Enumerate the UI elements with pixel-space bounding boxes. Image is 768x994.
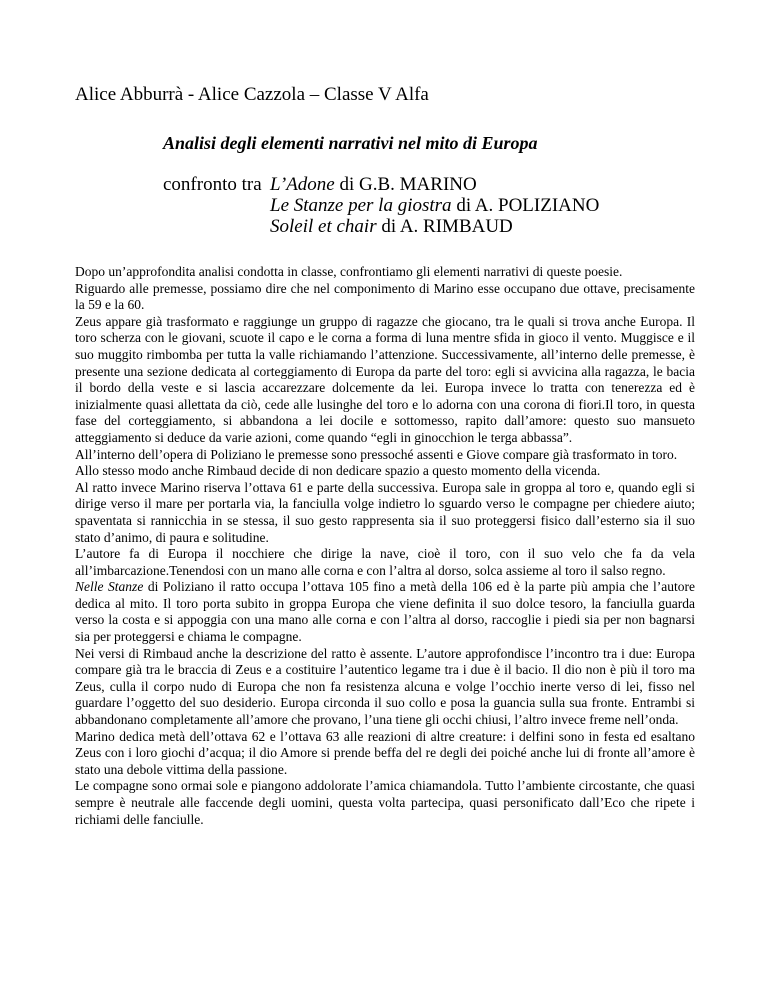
paragraph-stanze — [75, 579, 695, 645]
work-author: di G.B. MARINO — [334, 174, 477, 195]
authors-line: Alice Abburrà - Alice Cazzola – Classe V Alfa — [75, 84, 429, 105]
paragraph-rest: di Poliziano il ratto occupa l’ottava 105 fino a metà della 106 ed è la parte più ampia che l’autore dedica al mito. Il toro porta subito in groppa Europa che viene definita il suo dolce tesoro, la fanciulla guarda verso la costa e si appoggia con una mano alle corna e con l’altra al dorso, raccoglie i piedi sia per non bagnarsi sia per proteggersi e chiama le compagne. — [75, 579, 695, 645]
document-title: Analisi degli elementi narrativi nel mito di Europa — [163, 133, 538, 153]
paragraph: Zeus appare già trasformato e raggiunge un gruppo di ragazze che giocano, tra le quali si trova anche Europa. Il toro scherza con le giovani, scuote il capo e le corna a forma di luna mentre sfida in gioco il vento. Muggisce e il suo muggito rimbomba per tutta la valle richiamando l’attenzione. Successivamente, all’interno delle premesse, è presente una sezione dedicata al corteggiamento di Europa da parte del toro: egli si avvicina alla ragazza, le bacia il bordo della veste e si lascia accarezzare dolcemente da lei. Europa invece lo tratta con tenerezza ed è inizialmente quasi allettata da ciò, cede alle lusinghe del toro e lo adorna con una corona di fiori.Il toro, in questa fase del corteggiamento, si abbandona a lei docile e sottomesso, rapito dall’amore: questo suo mansueto atteggiamento si deduce da varie azioni, come quando “egli in ginocchion le terga abbassa”. — [75, 313, 695, 445]
work-title: L’Adone — [270, 174, 335, 195]
work-author: di A. POLIZIANO — [451, 195, 600, 216]
paragraph: Le compagne sono ormai sole e piangono addolorate l’amica chiamandola. Tutto l’ambiente circostante, che quasi sempre è neutrale alle faccende degli uomini, questa volta partecipa, quasi personificato dall’Eco che ripete i richiami delle fanciulle. — [75, 778, 695, 827]
paragraph: Dopo un’approfondita analisi condotta in classe, confrontiamo gli elementi narrativi di queste poesie. — [75, 264, 623, 279]
paragraph: Marino dedica metà dell’ottava 62 e l’ottava 63 alle reazioni di altre creature: i delfini sono in festa ed esaltano Zeus con i loro giochi d’acqua; il dio Amore si prende beffa del re degli dei poiché anche lui di fronte all’amore è stato una debole vittima della passione. — [75, 728, 695, 777]
work-author: di A. RIMBAUD — [376, 216, 513, 237]
paragraph: Al ratto invece Marino riserva l’ottava 61 e parte della successiva. Europa sale in groppa al toro e, quando egli si dirige verso il mare per portarla via, la fanciulla volge indietro lo sguardo verso le compagne per chiedere aiuto; spaventata si rannicchia in se stessa, il suo gesto rappresenta sia il suo proteggersi fisico dall’esterno sia il suo stato d’animo, di paura e solitudine. — [75, 479, 695, 545]
body-text — [75, 264, 695, 828]
paragraph: Riguardo alle premesse, possiamo dire che nel componimento di Marino esse occupano due ottave, precisamente la 59 e la 60. — [75, 280, 695, 313]
comparison-label: confronto tra — [163, 174, 262, 195]
paragraph: L’autore fa di Europa il nocchiere che dirige la nave, cioè il toro, con il suo velo che fa da vela all’imbarcazione.Tenendosi con un mano alle corna e con l’altra al dorso, solca assieme al toro il salso regno. — [75, 546, 695, 578]
paragraph: All’interno dell’opera di Poliziano le premesse sono pressoché assenti e Giove compare già trasformato in toro. — [75, 446, 678, 462]
work-marino — [270, 174, 599, 195]
work-title: Soleil et chair — [270, 216, 377, 237]
work-rimbaud — [270, 216, 599, 237]
paragraph: Allo stesso modo anche Rimbaud decide di non dedicare spazio a questo momento della vicenda. — [75, 463, 601, 479]
work-poliziano — [270, 195, 599, 216]
work-title: Le Stanze per la giostra — [270, 195, 452, 216]
paragraph: Nei versi di Rimbaud anche la descrizione del ratto è assente. L’autore approfondisce l’incontro tra i due: Europa compare già tra le braccia di Zeus e a costituire l’autentico legame tra i due è il bacio. Il dio non è più il toro ma Zeus, culla il corpo nudo di Europa che non fa resistenza alcuna e volge l’occhio inerte verso di lei, fisso nel guardare l’oggetto del suo desiderio. Europa circonda il suo collo e posa la guancia sulla sua fronte. Entrambi si abbandonano completamente all’amore che provano, l’una tiene gli occhi chiusi, l’altro invece freme nell’onda. — [75, 645, 695, 728]
works-list — [270, 174, 599, 237]
paragraph-lead: Nelle Stanze — [75, 579, 144, 595]
